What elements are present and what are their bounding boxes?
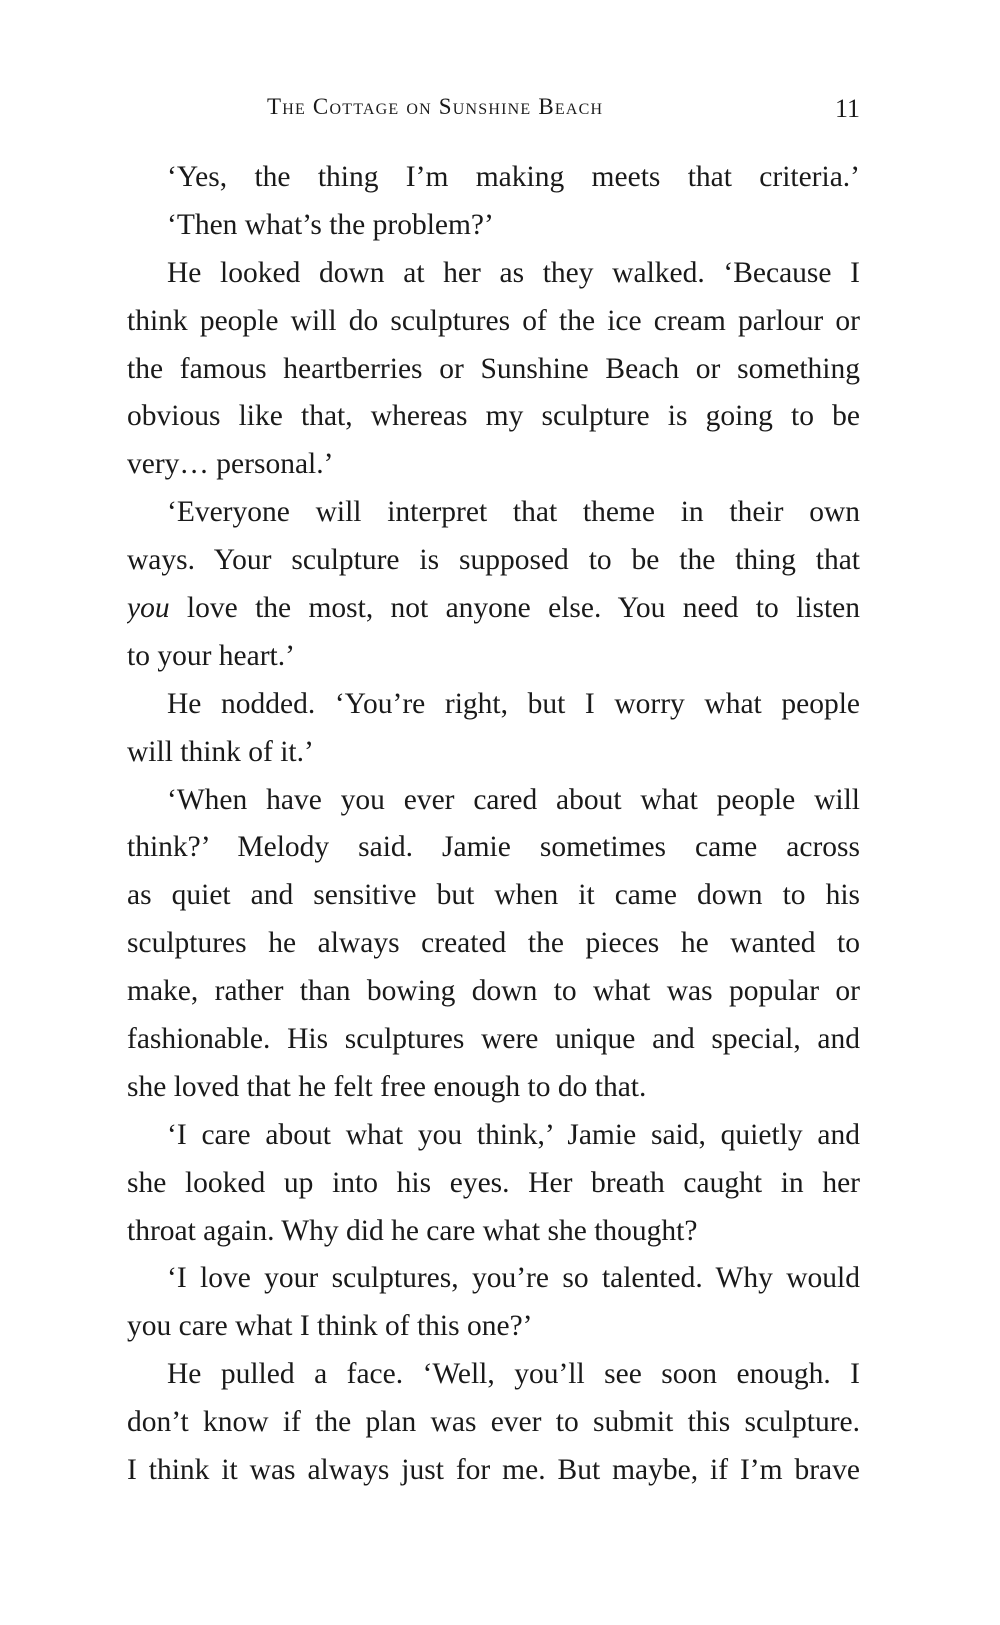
text-line: very… personal.’ — [127, 448, 334, 481]
text-line: she loved that he felt free enough to do that. — [127, 1070, 647, 1103]
text-line: you care what I think of this one?’ — [127, 1310, 533, 1343]
text-line: make, rather than bowing down to what was popular or — [127, 975, 860, 1008]
text-line: throat again. Why did he care what she thought? — [127, 1214, 698, 1247]
text-line-rest: love the most, not anyone else. You need to listen — [169, 592, 860, 625]
text-line: He looked down at her as they walked. ‘Because I — [167, 256, 860, 289]
text-line: ‘Yes, the thing I’m making meets that criteria.’ — [167, 161, 860, 193]
text-line: ‘Then what’s the problem?’ — [167, 208, 494, 241]
text-line: to your heart.’ — [127, 639, 295, 672]
running-head — [127, 88, 860, 128]
body-text — [127, 154, 860, 1495]
text-line: fashionable. His sculptures were unique and special, and — [127, 1023, 860, 1056]
text-line — [127, 585, 860, 633]
text-line: don’t know if the plan was ever to submit this sculpture. — [127, 1406, 860, 1439]
text-line: the famous heartberries or Sunshine Beach or something — [127, 352, 860, 385]
text-line: obvious like that, whereas my sculpture is going to be — [127, 400, 860, 433]
text-line: think people will do sculptures of the ice cream parlour or — [127, 304, 860, 337]
text-line: ‘I love your sculptures, you’re so talented. Why would — [167, 1262, 860, 1295]
page-number: 11 — [834, 94, 860, 123]
text-line: ‘Everyone will interpret that theme in their own — [167, 496, 860, 529]
emphasized-word: you — [127, 592, 170, 625]
text-line: think?’ Melody said. Jamie sometimes came across — [127, 831, 860, 864]
text-line: ‘I care about what you think,’ Jamie said, quietly and — [167, 1118, 860, 1151]
text-line: she looked up into his eyes. Her breath caught in her — [127, 1166, 860, 1199]
text-line: as quiet and sensitive but when it came down to his — [127, 879, 860, 912]
text-line: sculptures he always created the pieces he wanted to — [127, 927, 860, 960]
text-line: will think of it.’ — [127, 735, 314, 768]
text-line: ways. Your sculpture is supposed to be the thing that — [127, 544, 860, 577]
text-line: He nodded. ‘You’re right, but I worry what people — [167, 687, 860, 720]
text-line: I think it was always just for me. But maybe, if I’m brave — [127, 1454, 860, 1487]
text-line: ‘When have you ever cared about what people will — [167, 783, 860, 816]
running-title: The Cottage on Sunshine Beach — [267, 94, 604, 119]
text-line: He pulled a face. ‘Well, you’ll see soon enough. I — [167, 1358, 860, 1391]
